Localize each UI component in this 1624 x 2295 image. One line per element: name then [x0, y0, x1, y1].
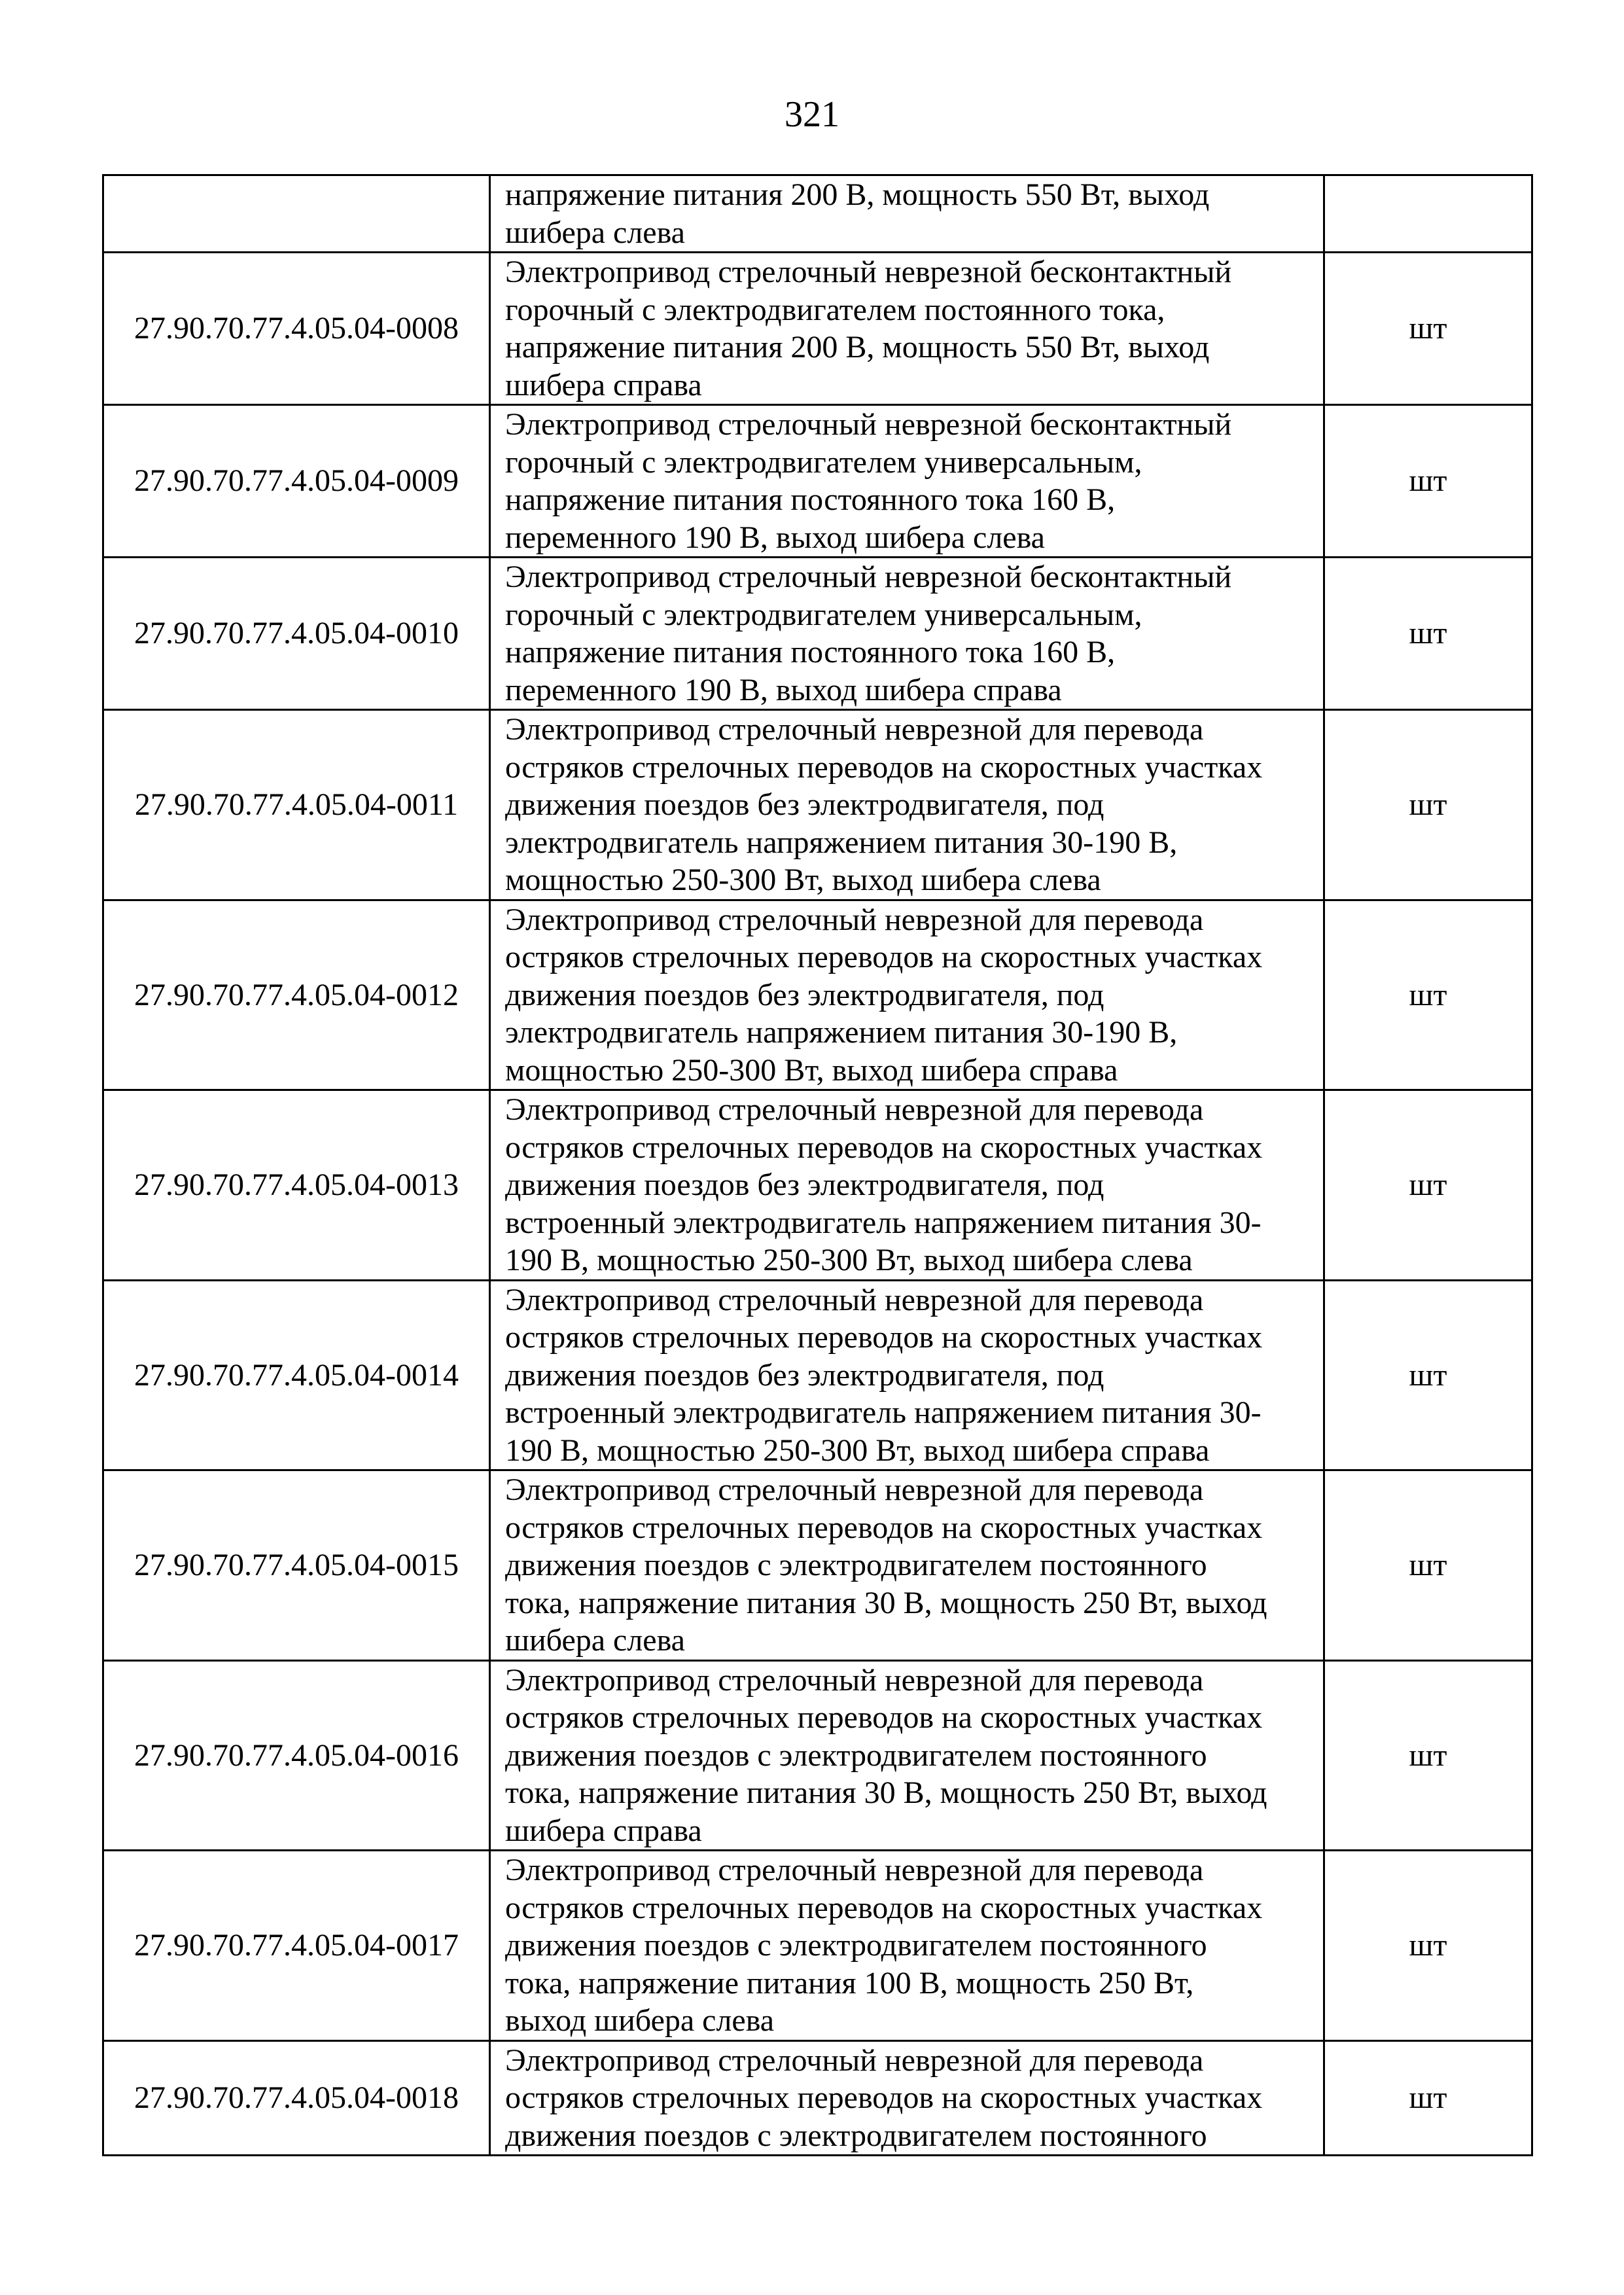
resource-code-cell: 27.90.70.77.4.05.04-0012 [103, 900, 490, 1090]
description-line: Электропривод стрелочный неврезной для перевода [505, 902, 1204, 937]
description-line: Электропривод стрелочный неврезной для перевода [505, 712, 1204, 747]
description-line: электродвигатель напряжением питания 30-190 В, [505, 1015, 1178, 1050]
resource-code-cell: 27.90.70.77.4.05.04-0016 [103, 1660, 490, 1851]
description-line: Электропривод стрелочный неврезной бесконтактный [505, 407, 1232, 442]
table-row [103, 1280, 1532, 1470]
table-row [103, 175, 1532, 253]
description-line: тока, напряжение питания 100 В, мощность 250 Вт, [505, 1965, 1194, 2001]
description-line: шибера справа [505, 1813, 702, 1848]
table-row [103, 405, 1532, 558]
description-line: мощностью 250-300 Вт, выход шибера справа [505, 1052, 1118, 1088]
description-line: шибера слева [505, 215, 685, 250]
description-line: Электропривод стрелочный неврезной для перевода [505, 1092, 1204, 1127]
description-line: движения поездов без электродвигателя, под [505, 787, 1104, 822]
description-line: горочный с электродвигателем универсальным, [505, 444, 1142, 480]
resource-description-cell [490, 1660, 1324, 1851]
resource-code-cell: 27.90.70.77.4.05.04-0014 [103, 1280, 490, 1470]
description-line: встроенный электродвигатель напряжением питания 30- [505, 1205, 1262, 1240]
resource-description-cell [490, 1090, 1324, 1281]
description-line: остряков стрелочных переводов на скоростных участках [505, 1130, 1263, 1165]
table-row [103, 710, 1532, 900]
description-line: движения поездов без электродвигателя, под [505, 977, 1104, 1012]
description-line: остряков стрелочных переводов на скоростных участках [505, 1890, 1263, 1925]
table-row [103, 558, 1532, 710]
description-line: Электропривод стрелочный неврезной для перевода [505, 1282, 1204, 1317]
description-line: напряжение питания постоянного тока 160 В, [505, 482, 1116, 517]
resource-description-cell [490, 1470, 1324, 1661]
table-row [103, 2040, 1532, 2156]
description-line: переменного 190 В, выход шибера справа [505, 672, 1062, 707]
table-row [103, 1660, 1532, 1851]
resource-code-cell [103, 175, 490, 253]
description-line: остряков стрелочных переводов на скоростных участках [505, 940, 1263, 974]
description-line: мощностью 250-300 Вт, выход шибера слева [505, 863, 1101, 897]
description-line: Электропривод стрелочный неврезной для перевода [505, 1853, 1204, 1887]
unit-cell [1324, 175, 1532, 253]
resource-description-cell [490, 710, 1324, 900]
description-line: движения поездов с электродвигателем постоянного [505, 1737, 1207, 1773]
unit-cell: шт [1324, 1660, 1532, 1851]
description-line: остряков стрелочных переводов на скоростных участках [505, 2080, 1263, 2115]
resource-description-cell [490, 1280, 1324, 1470]
description-line: напряжение питания 200 В, мощность 550 Вт, выход [505, 330, 1210, 365]
description-line: шибера слева [505, 1623, 685, 1658]
unit-cell: шт [1324, 405, 1532, 558]
description-line: остряков стрелочных переводов на скоростных участках [505, 1700, 1263, 1735]
description-line: остряков стрелочных переводов на скоростных участках [505, 749, 1263, 785]
description-line: остряков стрелочных переводов на скоростных участках [505, 1510, 1263, 1545]
resource-description-cell [490, 558, 1324, 710]
description-line: тока, напряжение питания 30 В, мощность 250 Вт, выход [505, 1775, 1267, 1810]
resource-code-cell: 27.90.70.77.4.05.04-0013 [103, 1090, 490, 1281]
resource-code-cell: 27.90.70.77.4.05.04-0010 [103, 558, 490, 710]
unit-cell: шт [1324, 710, 1532, 900]
description-line: тока, напряжение питания 30 В, мощность 250 Вт, выход [505, 1585, 1267, 1620]
resource-code-cell: 27.90.70.77.4.05.04-0009 [103, 405, 490, 558]
table-row [103, 1090, 1532, 1281]
table-row [103, 253, 1532, 405]
description-line: движения поездов с электродвигателем постоянного [505, 1928, 1207, 1963]
description-line: 190 В, мощностью 250-300 Вт, выход шибера справа [505, 1432, 1210, 1468]
description-line: переменного 190 В, выход шибера слева [505, 520, 1045, 555]
resource-description-cell [490, 2040, 1324, 2156]
table-row [103, 1851, 1532, 2041]
description-line: напряжение питания 200 В, мощность 550 Вт, выход [505, 177, 1210, 212]
description-line: электродвигатель напряжением питания 30-190 В, [505, 825, 1178, 860]
resource-description-cell [490, 405, 1324, 558]
unit-cell: шт [1324, 1851, 1532, 2041]
table-body [103, 175, 1532, 2156]
unit-cell: шт [1324, 1280, 1532, 1470]
description-line: горочный с электродвигателем постоянного тока, [505, 292, 1165, 327]
resource-description-cell [490, 1851, 1324, 2041]
description-line: Электропривод стрелочный неврезной бесконтактный [505, 255, 1232, 289]
description-line: Электропривод стрелочный неврезной для перевода [505, 1472, 1204, 1507]
description-line: выход шибера слева [505, 2003, 775, 2038]
resource-description-cell [490, 175, 1324, 253]
unit-cell: шт [1324, 2040, 1532, 2156]
description-line: движения поездов без электродвигателя, под [505, 1357, 1104, 1393]
description-line: движения поездов с электродвигателем постоянного [505, 2118, 1207, 2153]
unit-cell: шт [1324, 900, 1532, 1090]
description-line: 190 В, мощностью 250-300 Вт, выход шибера слева [505, 1243, 1193, 1277]
description-line: шибера справа [505, 367, 702, 402]
description-line: горочный с электродвигателем универсальным, [505, 597, 1142, 632]
table-row [103, 1470, 1532, 1661]
description-line: встроенный электродвигатель напряжением питания 30- [505, 1395, 1262, 1430]
unit-cell: шт [1324, 1470, 1532, 1661]
table-row [103, 900, 1532, 1090]
description-line: движения поездов с электродвигателем постоянного [505, 1548, 1207, 1582]
description-line: движения поездов без электродвигателя, под [505, 1167, 1104, 1202]
resource-code-cell: 27.90.70.77.4.05.04-0015 [103, 1470, 490, 1661]
resource-code-cell: 27.90.70.77.4.05.04-0018 [103, 2040, 490, 2156]
unit-cell: шт [1324, 1090, 1532, 1281]
description-line: остряков стрелочных переводов на скоростных участках [505, 1320, 1263, 1355]
resource-code-cell: 27.90.70.77.4.05.04-0017 [103, 1851, 490, 2041]
unit-cell: шт [1324, 253, 1532, 405]
resource-code-cell: 27.90.70.77.4.05.04-0008 [103, 253, 490, 405]
resource-code-table [102, 174, 1533, 2156]
resource-code-cell: 27.90.70.77.4.05.04-0011 [103, 710, 490, 900]
description-line: напряжение питания постоянного тока 160 В, [505, 635, 1116, 669]
description-line: Электропривод стрелочный неврезной для перевода [505, 2042, 1204, 2078]
resource-description-cell [490, 253, 1324, 405]
unit-cell: шт [1324, 558, 1532, 710]
resource-description-cell [490, 900, 1324, 1090]
description-line: Электропривод стрелочный неврезной для перевода [505, 1662, 1204, 1698]
page-number: 321 [785, 94, 839, 135]
description-line: Электропривод стрелочный неврезной бесконтактный [505, 560, 1232, 594]
